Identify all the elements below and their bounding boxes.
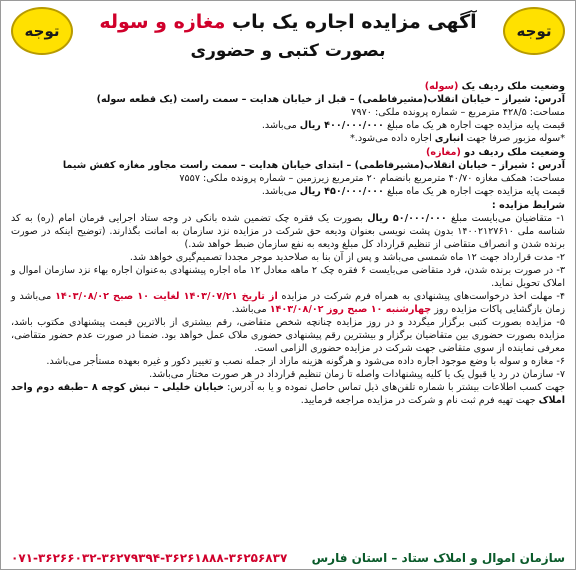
organization-name: سازمان اموال و املاک ستاد – استان فارس: [311, 551, 565, 565]
section-2-price: قیمت پایه مزایده جهت اجاره هر یک ماه مبلغ ۴۵۰/۰۰۰/۰۰۰ ریال می‌باشد.: [261, 186, 565, 197]
condition-6: ۶- مغازه و سوله با وضع موجود اجاره داده می‌شود و هرگونه هزینه مازاد از جمله نصب و تغییر دکور و غیره بعهده مستأجر می‌باشد.: [46, 356, 565, 367]
notice-footer: [11, 551, 565, 565]
section-2-area: مساحت: همکف مغازه ۴۰/۷۰ مترمربع بانضمام ۲۰ مترمربع زیرزمین – شماره پرونده ملکی: ۷۵۵۷: [179, 173, 565, 184]
condition-4: ۴- مهلت اخذ درخواست‌های پیشنهادی به همراه فرم شرکت در مزایده از تاریخ ۱۴۰۳/۰۷/۲۱ لغایت ۱۰ صبح ۱۴۰۳/۰۸/۰۲ می‌باشد و زمان بازگشایی پاکات مزایده روز چهارشنبه ۱۰ صبح روز ۱۴۰۳/۰۸/۰۲ می‌باشد.: [11, 291, 565, 315]
section-1-address: آدرس: شیراز – خیابان انقلاب(مشیرفاطمی) – قبل از خیابان هدایت – سمت راست (یک قطعه سوله): [96, 94, 565, 105]
attention-badge-right: توجه: [503, 7, 565, 55]
notice-subtitle: بصورت کتبی و حضوری: [190, 41, 386, 61]
phone-numbers: ۰۷۱-۳۶۲۶۶۰۳۲-۳۶۲۷۹۳۹۴-۳۶۲۶۱۸۸۸-۳۶۲۵۶۸۳۷: [11, 551, 288, 565]
notice-body: [11, 79, 565, 407]
condition-3: ۳- در صورت برنده شدن، فرد متقاضی می‌بایست ۶ فقره چک ۲ ماهه معادل ۱۲ ماه اجاره پیشنهادی به‌عنوان اجاره بهاء نزد سازمان اموال و املاک تحویل نماید.: [11, 265, 565, 289]
section-1-price: قیمت پایه مزایده جهت اجاره هر یک ماه مبلغ ۴۰۰/۰۰۰/۰۰۰ ریال می‌باشد.: [261, 120, 565, 131]
conditions-heading: شرایط مزایده :: [491, 200, 565, 211]
section-1-heading: وضعیت ملک ردیف یک (سوله): [424, 81, 565, 92]
section-2-address: آدرس : شیراز – خیابان انقلاب(مشیرفاطمی) – ابتدای خیابان هدایت – سمت راست مجاور مغازه کفش شیما: [62, 160, 565, 171]
contact-info: جهت کسب اطلاعات بیشتر با شماره تلفن‌های ذیل تماس حاصل نموده و یا به آدرس: خیابان خلیلی – نبش کوچه ۸ –طبقه دوم واحد املاک جهت تهیه فرم ثبت نام و شرکت در مزایده مراجعه فرمایید.: [11, 382, 565, 406]
notice-title: آگهی مزایده اجاره یک باب مغازه و سوله: [99, 11, 477, 33]
condition-5: ۵- مزایده بصورت کتبی برگزار میگردد و در روز مزایده چنانچه شخص متقاضی، رقم بیشتری از بالاترین قیمت پیشنهادی مکتوب باشد، مزایده بصورت حضوری بین متقاضیان برگزار و بیشترین رقم پیشنهادی حضوری ملاک عمل خواهد بود. ضمنا در صورت عدم حضور متقاضی، معرفی نماینده از سوی متقاضی جهت شرکت در مزایده حضوری الزامی است.: [11, 317, 565, 354]
section-1-area: مساحت: ۴۲۸/۵ مترمربع – شماره پرونده ملکی: ۷۹۷۰: [351, 107, 565, 118]
section-2-heading: وضعیت ملک ردیف دو (مغازه): [425, 147, 565, 158]
condition-2: ۲- مدت قرارداد جهت ۱۲ ماه شمسی می‌باشد و پس از آن بنا به صلاحدید موجر مجددا تصمیم‌گیری خواهد شد.: [129, 252, 565, 263]
condition-7: ۷- سازمان در رد یا قبول یک یا کلیه پیشنهادات واصله تا زمان تنظیم قرارداد در هر صورت مختار می‌باشد.: [149, 369, 565, 380]
attention-badge-left: توجه: [11, 7, 73, 55]
condition-1: ۱- متقاضیان می‌بایست مبلغ ۵۰/۰۰۰/۰۰۰ ریال بصورت یک فقره چک تضمین شده بانکی در وجه ستاد اجرایی فرمان امام (ره) به کد شناسه ملی ۱۴۰۰۲۱۲۷۶۱۰ بدون پشت نویسی بعنوان ودیعه حق شرکت در مزایده نزد سازمان به امانت بگذارند. (توضیح اینکه در صورت برنده شدن و انصراف متقاضی از تنظیم قرارداد کل مبلغ ودیعه به نفع سازمان ضبط خواهد شد.): [11, 213, 566, 250]
section-1-note: *سوله مزبور صرفا جهت انباری اجاره داده می‌شود.*: [349, 133, 565, 144]
